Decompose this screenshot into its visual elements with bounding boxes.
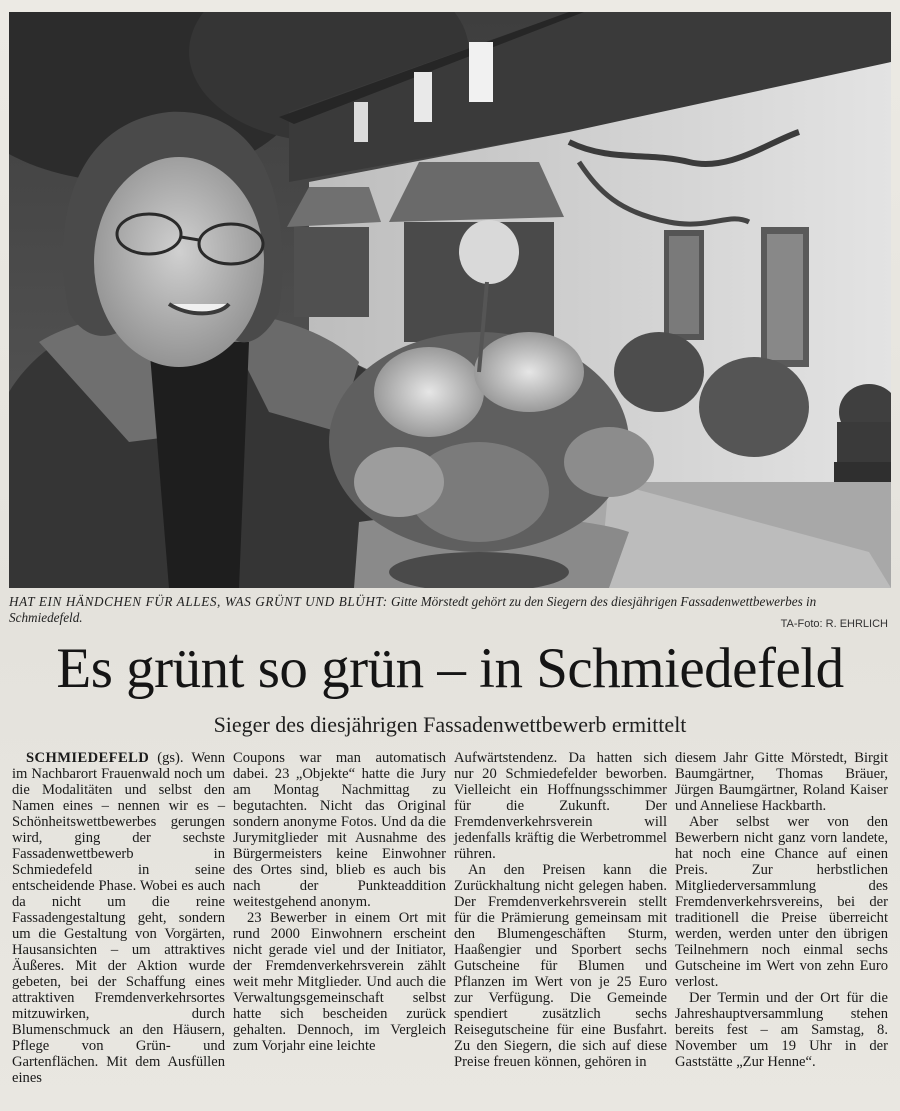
article-column-3 (450, 750, 671, 1111)
article-paragraph: Aber selbst wer von den Bewerbern nicht ganz vorn landete, hat noch eine Chance auf einen Preis. Zur herbstlichen Mitgliederversammlung des Fremdenverkehrsvereins, bei der traditionell die Preise überreicht werden, werden unter den übrigen Teilnehmern noch einmal sechs Gutscheine im Wert von zehn Euro verlost. (675, 814, 888, 990)
photo-caption (9, 594, 889, 626)
headline: Es grünt so grün – in Schmiedefeld (56, 637, 844, 700)
photo-portrait-house-flowers-icon (9, 12, 891, 588)
article-paragraph: Der Termin und der Ort für die Jahreshauptversammlung stehen bereits fest – am Samstag, 8. November um 19 Uhr in der Gaststätte „Zur Henne“. (675, 990, 888, 1070)
dateline: SCHMIEDEFELD (26, 750, 150, 766)
author-tag: (gs). (149, 750, 184, 766)
news-photo (9, 12, 891, 588)
subheadline: Sieger des diesjährigen Fassadenwettbewerb ermittelt (213, 712, 687, 737)
caption-text: Gitte Mörstedt gehört zu den Siegern des diesjährigen Fassadenwettbewerbes in Schmiedefeld. (9, 594, 817, 625)
article-paragraph: diesem Jahr Gitte Mörstedt, Birgit Baumgärtner, Thomas Bräuer, Jürgen Baumgärtner, Roland Kaiser und Anneliese Hackbarth. (675, 750, 888, 814)
article-paragraph: Aufwärtstendenz. Da hatten sich nur 20 Schmiedefelder beworben. Vielleicht ein Hoffnungsschimmer für die Zukunft. Der Fremdenverkehrsverein will jedenfalls kräftig die Werbetrommel rühren. (454, 750, 667, 862)
article-paragraph: An den Preisen kann die Zurückhaltung nicht gelegen haben. Der Fremdenverkehrsverein stellt für die Prämierung gemeinsam mit den Blumengeschäften Sturm, Haaßengier und Sporbert sechs Gutscheine für Blumen und Pflanzen im Wert von je 25 Euro zur Verfügung. Die Gemeinde spendiert zusätzlich sechs Reisegutscheine für eine Busfahrt. Zu den Siegern, die sich auf diese Preise freuen können, gehören in (454, 862, 667, 1070)
article-column-4 (671, 750, 892, 1111)
article-body (8, 750, 894, 1111)
article-column-2 (229, 750, 450, 1111)
photo-credit: TA-Foto: R. EHRLICH (780, 618, 888, 630)
article-paragraph: Coupons war man automatisch dabei. 23 „Objekte“ hatte die Jury am Montag Nachmittag zu begutachten. Nicht das Original sondern anonyme Fotos. Und da die Jurymitglieder mit Ausnahme des Bürgermeisters keine Einwohner des Ortes sind, blieb es auch bis nach der Punkteaddition weitestgehend anonym. (233, 750, 446, 910)
article-column-1 (8, 750, 229, 1111)
caption-lead: HAT EIN HÄNDCHEN FÜR ALLES, WAS GRÜNT UND BLÜHT: (9, 594, 388, 609)
article-paragraph: 23 Bewerber in einem Ort mit rund 2000 Einwohnern erscheint nicht gerade viel und der Initiator, der Fremdenverkehrsverein zählt weit mehr Mitglieder. Und auch die Verwaltungsgemeinschaft selbst hatte sich bescheiden zurück gehalten. Dennoch, im Vergleich zum Vorjahr eine leichte (233, 910, 446, 1054)
article-text: Wenn im Nachbarort Frauenwald noch um die Modalitäten und selbst den Namen eines – nennen wir es – Schönheitswettbewerbes gerungen wird, ging der sechste Fassadenwettbewerb in Schmiedefeld in seine entscheidende Phase. Wobei es auch da nicht um die reine Fassadengestaltung geht, sondern um die Gestaltung von Vorgärten, Hausansichten – um attraktives Äußeres. Mit der Aktion wurde gebeten, bei der Schaffung eines attraktiven Fremdenverkehrsortes mitzuwirken, durch Blumenschmuck an den Häusern, Pflege von Grün- und Gartenflächen. Mit dem Ausfüllen eines (12, 750, 225, 1086)
article-paragraph (12, 750, 225, 1086)
